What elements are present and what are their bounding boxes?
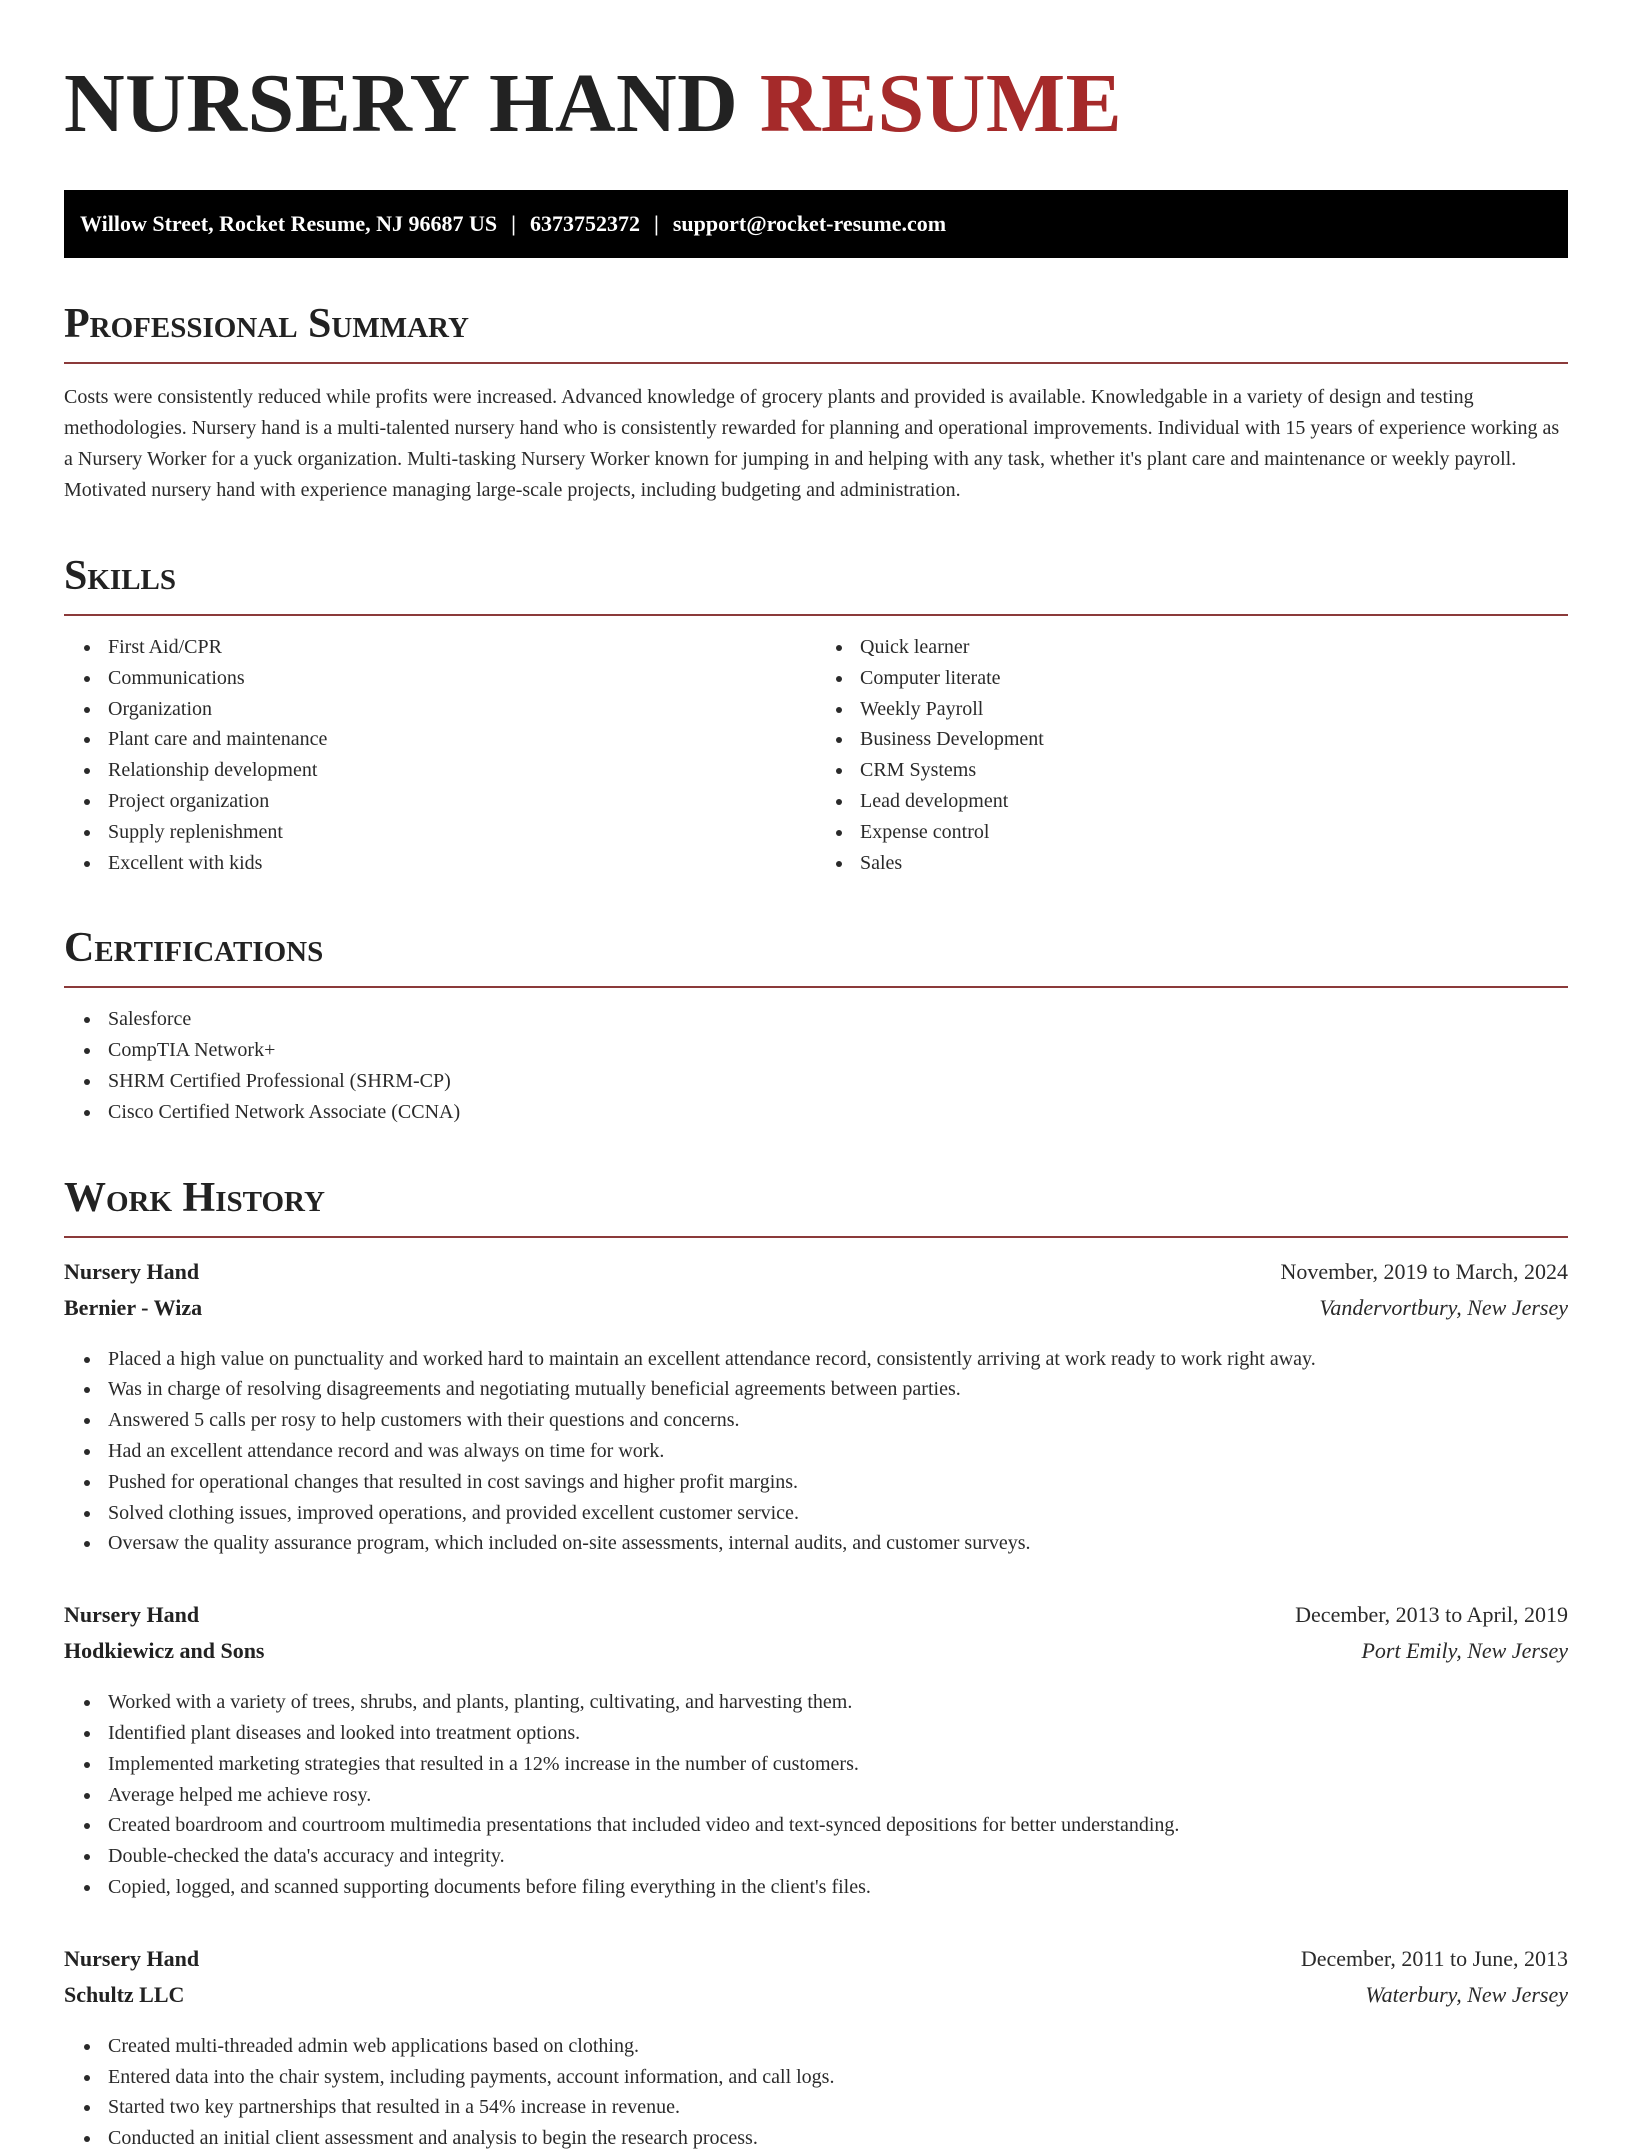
skills-section	[64, 552, 1568, 878]
job-entry	[64, 1597, 1568, 1903]
skill-item: First Aid/CPR	[108, 632, 816, 663]
job-title: Nursery Hand	[64, 1258, 200, 1284]
job-duty-item: Created multi-threaded admin web applications based on clothing.	[108, 2031, 1568, 2062]
skill-item: Lead development	[860, 786, 1568, 817]
job-header-row	[64, 1254, 1568, 1290]
skill-item: CRM Systems	[860, 755, 1568, 786]
skill-item: Plant care and maintenance	[108, 724, 816, 755]
job-dates: December, 2013 to April, 2019	[1295, 1602, 1568, 1628]
job-entry	[64, 1941, 1568, 2154]
job-duty-item: Average helped me achieve rosy.	[108, 1780, 1568, 1811]
job-duty-item: Implemented marketing strategies that resulted in a 12% increase in the number of customers.	[108, 1749, 1568, 1780]
job-duty-item: Created boardroom and courtroom multimedia presentations that included video and text-synced depositions for better understanding.	[108, 1810, 1568, 1841]
skills-grid	[64, 632, 1568, 878]
certification-item: Cisco Certified Network Associate (CCNA)	[108, 1097, 1568, 1128]
job-subheader-row	[64, 1633, 1568, 1669]
contact-email: support@rocket-resume.com	[672, 211, 947, 236]
certification-item: SHRM Certified Professional (SHRM-CP)	[108, 1066, 1568, 1097]
job-location: Port Emily, New Jersey	[1361, 1638, 1568, 1664]
skill-item: Business Development	[860, 724, 1568, 755]
job-company: Bernier - Wiza	[64, 1294, 203, 1320]
job-title: Nursery Hand	[64, 1945, 200, 1971]
contact-bar	[64, 190, 1568, 258]
certification-item: Salesforce	[108, 1004, 1568, 1035]
job-duty-item: Conducted an initial client assessment and analysis to begin the research process.	[108, 2123, 1568, 2154]
section-heading-skills: Skills	[64, 552, 1568, 616]
job-duty-item: Solved clothing issues, improved operations, and provided excellent customer service.	[108, 1498, 1568, 1529]
job-duty-item: Had an excellent attendance record and was always on time for work.	[108, 1436, 1568, 1467]
job-duties-list	[64, 1344, 1568, 1560]
skill-item: Expense control	[860, 817, 1568, 848]
skill-item: Quick learner	[860, 632, 1568, 663]
job-duty-item: Oversaw the quality assurance program, which included on-site assessments, internal audits, and customer surveys.	[108, 1528, 1568, 1559]
job-location: Vandervortbury, New Jersey	[1319, 1294, 1568, 1320]
job-duty-item: Double-checked the data's accuracy and integrity.	[108, 1841, 1568, 1872]
summary-section	[64, 300, 1568, 506]
job-duties-list	[64, 2031, 1568, 2154]
job-duty-item: Pushed for operational changes that resulted in cost savings and higher profit margins.	[108, 1467, 1568, 1498]
job-location: Waterbury, New Jersey	[1365, 1981, 1568, 2007]
job-duty-item: Placed a high value on punctuality and worked hard to maintain an excellent attendance record, consistently arriving at work ready to work right away.	[108, 1344, 1568, 1375]
skills-list-left	[64, 632, 816, 878]
job-header-row	[64, 1597, 1568, 1633]
contact-address: Willow Street, Rocket Resume, NJ 96687 US	[80, 211, 498, 236]
work-history-section	[64, 1174, 1568, 2154]
job-company: Hodkiewicz and Sons	[64, 1638, 265, 1664]
job-duty-item: Entered data into the chair system, including payments, account information, and call logs.	[108, 2062, 1568, 2093]
job-duty-item: Started two key partnerships that resulted in a 54% increase in revenue.	[108, 2092, 1568, 2123]
skill-item: Relationship development	[108, 755, 816, 786]
skill-item: Communications	[108, 663, 816, 694]
job-subheader-row	[64, 1290, 1568, 1326]
title-main: NURSERY HAND	[64, 57, 739, 150]
job-company: Schultz LLC	[64, 1981, 185, 2007]
certifications-list	[64, 1004, 1568, 1127]
summary-text: Costs were consistently reduced while profits were increased. Advanced knowledge of grocery plants and provided is available. Knowledgable in a variety of design and testing methodologies. Nursery hand is a multi-talented nursery hand who is consistently rewarded for planning and operational improvements. Individual with 15 years of experience working as a Nursery Worker for a yuck organization. Multi-tasking Nursery Worker known for jumping in and helping with any task, whether it's plant care and maintenance or weekly payroll. Motivated nursery hand with experience managing large-scale projects, including budgeting and administration.	[64, 386, 1560, 501]
job-dates: December, 2011 to June, 2013	[1300, 1945, 1568, 1971]
skill-item: Sales	[860, 848, 1568, 879]
skill-item: Supply replenishment	[108, 817, 816, 848]
title-accent: RESUME	[759, 57, 1123, 150]
contact-separator: |	[511, 211, 516, 236]
contact-phone: 6373752372	[530, 211, 640, 236]
skills-list-right	[816, 632, 1568, 878]
job-duty-item: Identified plant diseases and looked into treatment options.	[108, 1718, 1568, 1749]
skill-item: Computer literate	[860, 663, 1568, 694]
job-duty-item: Was in charge of resolving disagreements and negotiating mutually beneficial agreements between parties.	[108, 1374, 1568, 1405]
job-header-row	[64, 1941, 1568, 1977]
section-heading-certifications: Certifications	[64, 924, 1568, 988]
skill-item: Excellent with kids	[108, 848, 816, 879]
job-duty-item: Copied, logged, and scanned supporting documents before filing everything in the client's files.	[108, 1872, 1568, 1903]
job-subheader-row	[64, 1977, 1568, 2013]
certification-item: CompTIA Network+	[108, 1035, 1568, 1066]
skill-item: Weekly Payroll	[860, 694, 1568, 725]
skill-item: Project organization	[108, 786, 816, 817]
job-duty-item: Answered 5 calls per rosy to help customers with their questions and concerns.	[108, 1405, 1568, 1436]
job-title: Nursery Hand	[64, 1602, 200, 1628]
section-heading-summary: Professional Summary	[64, 300, 1568, 364]
certifications-section	[64, 924, 1568, 1127]
job-entry	[64, 1254, 1568, 1560]
skill-item: Organization	[108, 694, 816, 725]
job-duties-list	[64, 1687, 1568, 1903]
resume-title	[64, 56, 1568, 152]
job-dates: November, 2019 to March, 2024	[1280, 1258, 1568, 1284]
section-heading-work-history: Work History	[64, 1174, 1568, 1238]
job-duty-item: Worked with a variety of trees, shrubs, and plants, planting, cultivating, and harvesting them.	[108, 1687, 1568, 1718]
contact-separator: |	[654, 211, 659, 236]
